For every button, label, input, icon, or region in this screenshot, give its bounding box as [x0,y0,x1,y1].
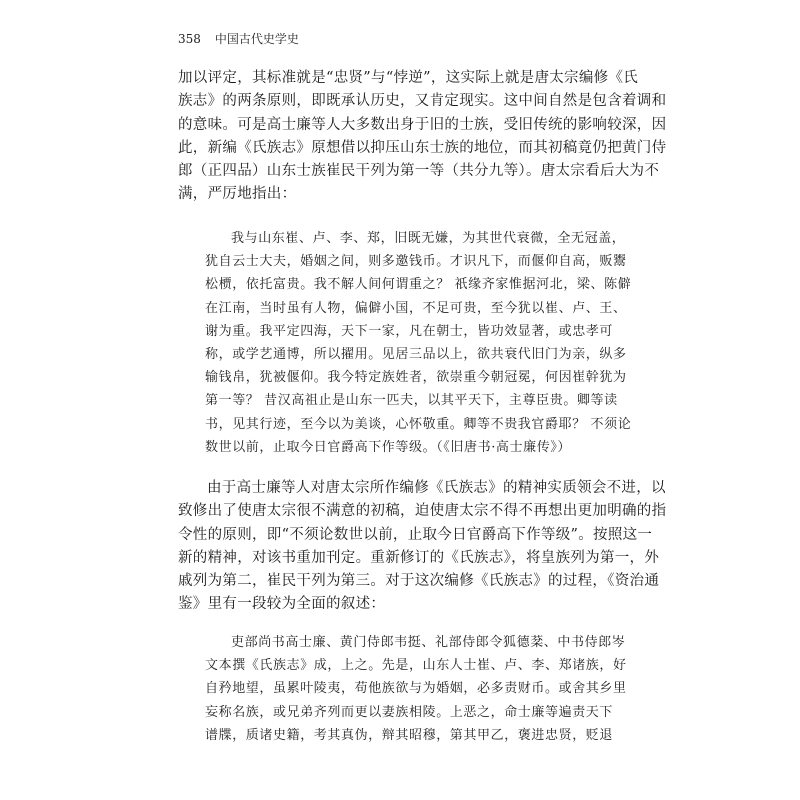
text-line: 加以评定，其标准就是“忠贤”与“悖逆”，这实际上就是唐太宗编修《氏 [178,70,639,86]
text-line: 犹自云士大夫，婚姻之间，则多邀钱币。才识凡下，而偃仰自高，贩鬻 [205,254,627,270]
text-line: 文本撰《氏族志》成，上之。先是，山东人士崔、卢、李、郑诸族，好 [205,658,627,674]
text-line: 书，见其行迹，至今以为美谈，心怀敬重。卿等不贵我官爵耶？ 不须论 [205,416,632,432]
text-line: 郎（正四品）山东士族崔民干列为第一等（共分九等）。唐太宗看后大为不 [178,163,660,180]
text-line: 自矜地望，虽累叶陵夷，苟他族欲与为婚姻，必多责财币。或舍其乡里 [205,681,627,697]
body-paragraph-2 [178,477,667,617]
body-paragraph-1 [178,67,667,207]
text-line: 此，新编《氏族志》原想借以抑压山东士族的地位，而其初稿竟仍把黄门侍 [178,139,667,156]
block-quote-2 [205,631,630,747]
text-line: 妄称名族，或兄弟齐列而更以妻族相陵。上恶之，命士廉等遍责天下 [205,704,614,720]
text-line: 满，严厉地指出： [178,186,297,203]
text-line: 吏部尚书高士廉、黄门侍郎韦挺、礼部侍郎令狐德棻、中书侍郎岑 [231,635,626,650]
text-line: 我与山东崔、卢、李、郑，旧既无嫌，为其世代衰微，全无冠盖， [231,231,626,246]
text-line: 致修出了使唐太宗很不满意的初稿，迫使唐太宗不得不再想出更加明确的指 [178,503,667,520]
text-line: 的意味。可是高士廉等人大多数出身于旧的士族，受旧传统的影响较深，因 [178,116,667,133]
text-line: 输钱帛，犹被偃仰。我今特定族姓者，欲崇重今朝冠冕，何因崔幹犹为 [205,370,627,386]
text-line: 数世以前，止取今日官爵高下作等级。（《旧唐书·高士廉传》） [205,439,572,455]
text-line: 族志》的两条原则，即既承认历史，又肯定现实。这中间自然是包含着调和 [178,93,667,110]
text-line: 称，或学艺通博，所以擢用。见居三品以上，欲共衰代旧门为亲，纵多 [205,347,627,363]
running-title: 中国古代史学史 [214,32,299,46]
block-quote-1 [205,227,630,459]
text-line: 谢为重。我平定四海，天下一家，凡在朝士，皆功效显著，或忠孝可 [205,323,614,339]
text-line: 在江南，当时虽有人物，偏僻小国，不足可贵，至今犹以崔、卢、王、 [205,300,627,316]
page-header [178,30,299,47]
text-line: 戚列为第二，崔民干列为第三。对于这次编修《氏族志》的过程，《资治通 [178,573,660,590]
text-line: 新的精神，对该书重加刊定。重新修订的《氏族志》，将皇族列为第一，外 [178,549,660,566]
text-line: 谱牒，质诸史籍，考其真伪，辩其昭穆，第其甲乙，褒进忠贤，贬退 [205,727,614,743]
page-number: 358 [178,32,201,46]
text-line: 由于高士廉等人对唐太宗所作编修《氏族志》的精神实质领会不进，以 [207,480,666,496]
text-line: 令性的原则，即“不须论数世以前，止取今日官爵高下作等级”。按照这一 [178,526,653,543]
text-line: 鉴》里有一段较为全面的叙述： [178,596,386,613]
text-line: 松槚，依托富贵。我不解人间何谓重之？ 祇缘齐家惟据河北，梁、陈僻 [205,277,632,293]
text-line: 第一等？ 昔汉高祖止是山东一匹夫，以其平天下，主尊臣贵。卿等读 [205,393,618,409]
